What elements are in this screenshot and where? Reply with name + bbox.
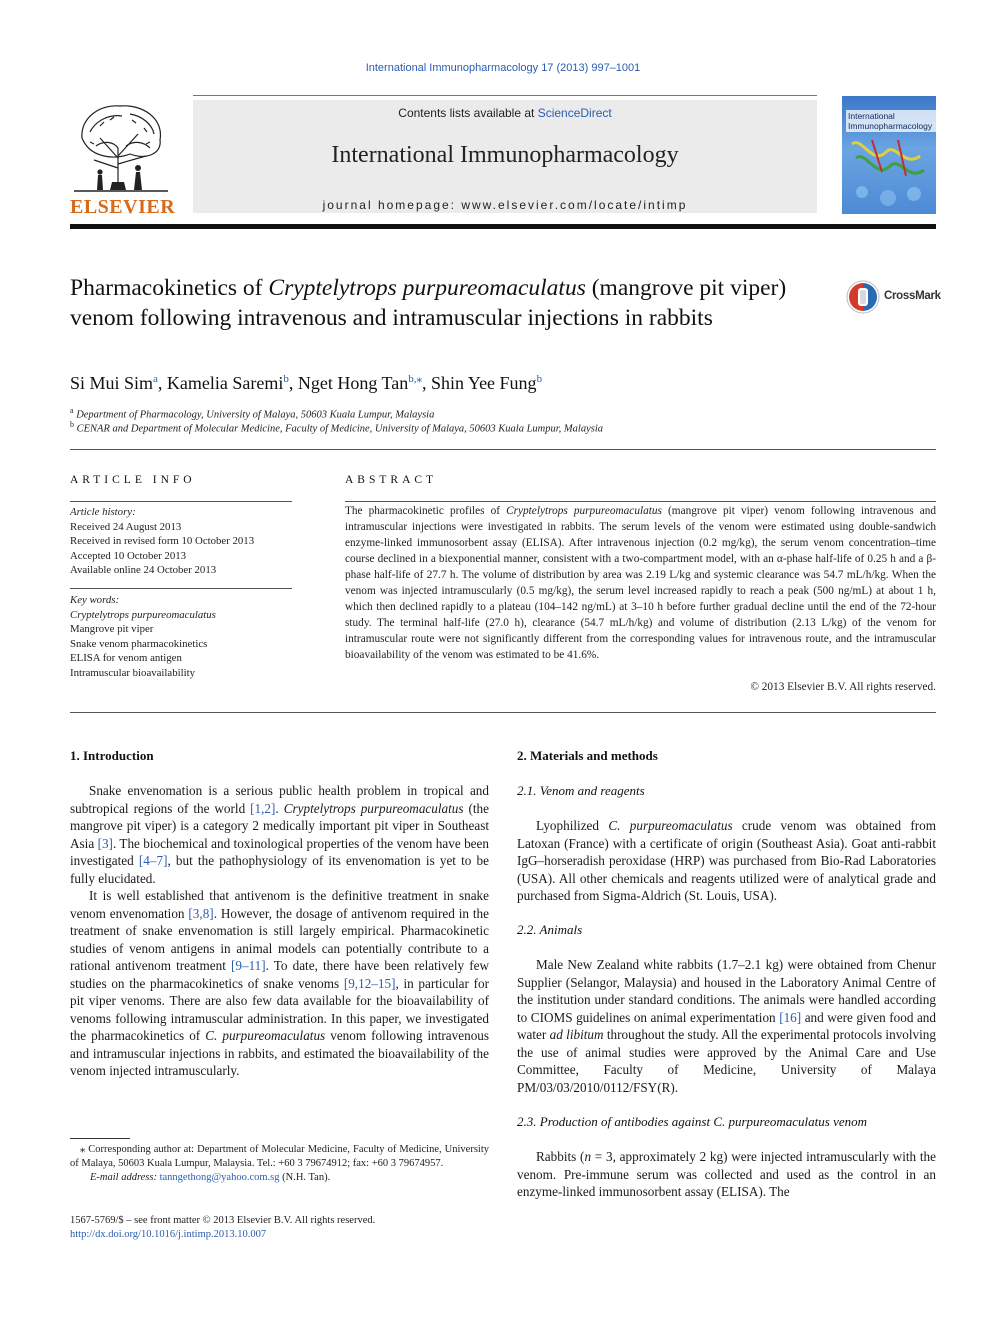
abstract-copyright: © 2013 Elsevier B.V. All rights reserved. — [750, 681, 936, 693]
cover-molecule-graphic — [842, 96, 936, 214]
author[interactable]: Si Mui Sim$^a$ — [70, 373, 158, 393]
cover-title: International Immunopharmacology — [846, 110, 936, 132]
keyword: Mangrove pit viper — [70, 623, 154, 635]
section-2-1-heading: 2.1. Venom and reagents — [517, 783, 645, 798]
article-history: Article history: Received 24 August 2013 Received in revised form 10 October 2013 Accepted 10 October 2013 Available online 24 October 2013 — [70, 506, 255, 576]
keyword: ELISA for venom antigen — [70, 652, 182, 664]
affiliation-a: $^a$ Department of Pharmacology, University of Malaya, 50603 Kuala Lumpur, Malaysia — [70, 406, 435, 421]
article-title: Pharmacokinetics of Cryptelytrops purpureomaculatus (mangrove pit viper) venom following intravenous and intramuscular injections in rabbits — [70, 275, 787, 331]
elsevier-wordmark: ELSEVIER — [70, 196, 176, 218]
crossmark-icon — [846, 280, 880, 314]
author[interactable]: Kamelia Saremi$^b$ — [166, 373, 289, 393]
header-bottom-rule — [70, 224, 936, 229]
intro-paragraph: Snake envenomation is a serious public health problem in tropical and subtropical regions of the world [1,2]. Cryptelytrops purpureomaculatus (the mangrove pit viper) is a category 2 medically important pit viper in Southeast Asia [3]. The biochemical and toxinological properties of the venom have been investigated [4–7], but the pathophysiology of its envenomation is yet to be fully elucidated. — [70, 783, 490, 886]
sciencedirect-link[interactable]: ScienceDirect — [537, 106, 612, 120]
citation-link[interactable]: [4–7] — [138, 853, 168, 868]
methods-heading: 2. Materials and methods — [517, 748, 658, 763]
citation-link[interactable]: [3] — [97, 835, 113, 851]
intro-paragraph: It is well established that antivenom is the definitive treatment in snake venom envenomation [3,8]. However, the dosage of antivenom required in the treatment of snake envenomation is still largely empirical. Pharmacokinetic studies of venom antigens in animal models can potentially contribute to a rational antivenom treatment [9–11]. To date, there have been relatively few studies on the pharmacokinetics of snake venoms [9,12–15], in particular for pit viper venoms. There are also few data available for the bioavailability of venoms following intramuscular administration. In this paper, we investigated the pharmacokinetics of C. purpureomaculatus venom following intravenous and intramuscular injections in rabbits, and estimated the bioavailability of the venom injected intramuscularly. — [70, 888, 490, 1078]
crossmark-badge[interactable] — [846, 280, 956, 316]
keywords-rule — [70, 588, 292, 589]
journal-homepage[interactable]: journal homepage: www.elsevier.com/locate/intimp — [322, 198, 688, 212]
intro-body — [70, 782, 489, 1080]
keyword: Intramuscular bioavailability — [70, 666, 196, 679]
body-paragraph: Lyophilized C. purpureomaculatus crude venom was obtained from Latoxan (France) with a certificate of origin (Southeast Asia). Goat anti-rabbit IgG–horseradish peroxidase (HRP) was purchased from Bio-Rad Laboratories (USA). All other chemicals and reagents utilized were of analytical grade and purchased from Sigma-Aldrich (St. Louis, USA). — [517, 818, 937, 903]
header-top-rule — [193, 95, 817, 96]
section-2-3-heading: 2.3. Production of antibodies against C. purpureomaculatus venom — [517, 1114, 868, 1129]
front-matter-note: 1567-5769/$ – see front matter © 2013 Elsevier B.V. All rights reserved. http://dx.doi.org/10.1016/j.intimp.2013.10.007 — [70, 1214, 489, 1242]
keywords-list: Key words: Cryptelytrops purpureomaculatus Mangrove pit viper Snake venom pharmacokinetics ELISA for venom antigen Intramuscular bioavailability — [70, 593, 292, 680]
section-2-3-body — [517, 1148, 936, 1201]
citation-link[interactable]: [9,12–15] — [343, 975, 396, 991]
journal-name: International Immunopharmacology — [331, 142, 679, 168]
crossmark-label: CrossMark — [884, 290, 941, 302]
section-2-2-heading: 2.2. Animals — [517, 922, 583, 937]
doi-link[interactable]: http://dx.doi.org/10.1016/j.intimp.2013.10.007 — [70, 1229, 267, 1240]
citation-link[interactable]: [9–11] — [230, 958, 266, 973]
citation-link[interactable]: [3,8] — [188, 905, 214, 921]
author[interactable]: Shin Yee Fung$^b$ — [431, 373, 543, 393]
journal-cover-thumbnail — [842, 96, 936, 214]
author-list: Si Mui Sim$^a$, Kamelia Saremi$^b$, Nget Hong Tan$^{b,⁎}$, Shin Yee Fung$^b$ — [70, 373, 543, 393]
section-2-1-body — [517, 817, 936, 905]
article-info-rule — [70, 501, 292, 502]
article-info-heading: ARTICLE INFO — [70, 474, 196, 486]
abstract-heading: ABSTRACT — [345, 474, 438, 486]
contents-line: Contents lists available at ScienceDirect — [398, 106, 612, 120]
abstract-rule — [345, 501, 936, 502]
citation-link[interactable]: [16] — [779, 1009, 802, 1025]
title-divider — [70, 449, 936, 450]
abstract-divider — [70, 712, 936, 713]
section-2-2-body — [517, 956, 936, 1096]
author[interactable]: Nget Hong Tan$^{b,⁎}$ — [297, 373, 423, 393]
abstract-body: The pharmacokinetic profiles of Cryptelytrops purpureomaculatus (mangrove pit viper) venom following intravenous and intramuscular injections were investigated in rabbits. The serum levels of the venom were estimated using double-sandwich enzyme-linked immunosorbent assay (ELISA). After intravenous injection (0.2 mg/kg), the serum venom concentration–time course declined in a biexponential manner, consistent with a two-compartment model, with an α-phase half-life of 0.25 h and a β-phase half-life of 27.7 h. The volume of distribution by area was 2.19 L/kg and systemic clearance was 54.7 mL/h/kg. When the venom was injected intramuscularly (0.5 mg/kg), the serum level increased rapidly to reach a peak (500 ng/mL) at about 1 h, which then declined rapidly to a plateau (104–142 ng/mL) at 3–10 h before further gradual decline until the end of the 72-hour study. The terminal half-life (27.0 h), clearance (54.7 mL/h/kg) and volume of distribution (2.13 L/kg) of the venom for intramuscular route were not significantly different from the corresponding values for intravenous route, and the intramuscular bioavailability of the venom was estimated to be 41.6%. — [345, 505, 937, 661]
body-paragraph: Male New Zealand white rabbits (1.7–2.1 kg) were obtained from Chenur Supplier (Selangor, Malaysia) and housed in the Laboratory Animal Centre of the institution under standard conditions. The animals were handled according to CIOMS guidelines on animal experimentation [16] and were given food and water ad libitum throughout the study. All the experimental protocols involving the use of animal studies were approved by the Animal Care and Use Committee, Faculty of Medicine, University of Malaya PM/03/03/2010/0112/FSY(R). — [517, 957, 936, 1095]
citation-link[interactable]: [1,2] — [250, 800, 276, 816]
author-email-link[interactable]: tanngethong@yahoo.com.sg — [159, 1172, 280, 1183]
footnote-rule — [70, 1138, 130, 1139]
intro-heading: 1. Introduction — [70, 748, 154, 763]
corresponding-author-footnote: ⁎ Corresponding author at: Department of Molecular Medicine, Faculty of Medicine, University of Malaya, 50603 Kuala Lumpur, Malaysia. Tel.: +60 3 79674912; fax: +60 3 79674957. E-mail address: tanngethong@yahoo.com.sg (N.H. Tan). — [70, 1144, 489, 1183]
keyword: Snake venom pharmacokinetics — [70, 637, 208, 650]
journal-citation-link[interactable]: International Immunopharmacology 17 (2013) 997–1001 — [365, 62, 641, 74]
affiliation-b: $^b$ CENAR and Department of Molecular Medicine, Faculty of Medicine, University of Malaya, 50603 Kuala Lumpur, Malaysia — [70, 420, 603, 435]
keyword: Cryptelytrops purpureomaculatus — [70, 608, 216, 621]
body-paragraph: Rabbits (n = 3, approximately 2 kg) were injected intramuscularly with the venom. Pre-immune serum was collected and used as the control in an enzyme-linked immunosorbent assay (ELISA). The — [517, 1149, 936, 1199]
